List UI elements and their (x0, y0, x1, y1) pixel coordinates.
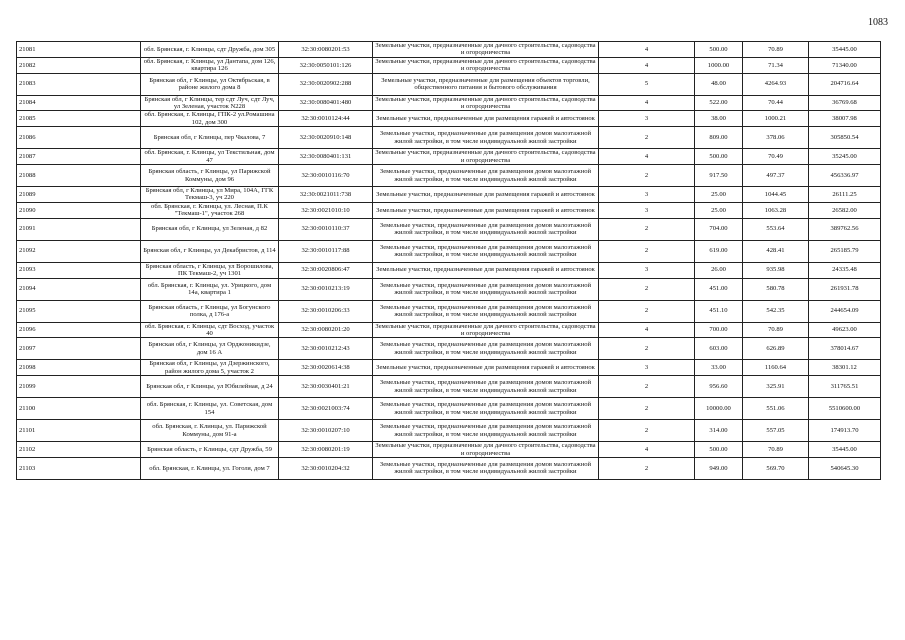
specific-value-cell: 626.89 (743, 338, 809, 360)
cadastral-number-cell: 32:30:0010213:19 (279, 278, 373, 300)
cadastral-value-cell: 24335.48 (809, 262, 881, 278)
cadastral-value-cell: 244654.09 (809, 300, 881, 322)
cadastral-value-cell: 174913.70 (809, 420, 881, 442)
address-cell: обл. Брянская, г. Клинцы, ул Текстильная, дом 47 (141, 149, 279, 165)
use-group-cell: 3 (599, 262, 695, 278)
cadastral-number-cell: 32:30:0021003:74 (279, 398, 373, 420)
row-number: 21100 (17, 398, 141, 420)
table-row (17, 187, 881, 203)
land-use-cell: Земельные участки, предназначенные для размещения домов малоэтажной жилой застройки, в том числе индивидуальной жилой застройки (373, 300, 599, 322)
address-cell: обл. Брянская, г. Клинцы, ГПК-2 ул.Ромашина 102, дом 300 (141, 111, 279, 127)
table-row (17, 218, 881, 240)
cadastral-value-cell: 26582.00 (809, 202, 881, 218)
table-body (17, 42, 881, 480)
land-use-cell: Земельные участки, предназначенные для размещения домов малоэтажной жилой застройки, в том числе индивидуальной жилой застройки (373, 420, 599, 442)
land-use-cell: Земельные участки, предназначенные для размещения домов малоэтажной жилой застройки, в том числе индивидуальной жилой застройки (373, 218, 599, 240)
table-row (17, 111, 881, 127)
use-group-cell: 2 (599, 127, 695, 149)
table-row (17, 457, 881, 479)
land-use-cell: Земельные участки, предназначенные для размещения объектов торговли, общественного питания и бытового обслуживания (373, 73, 599, 95)
land-use-cell: Земельные участки, предназначенные для размещения домов малоэтажной жилой застройки, в том числе индивидуальной жилой застройки (373, 165, 599, 187)
cadastral-value-cell: 389762.56 (809, 218, 881, 240)
use-group-cell: 2 (599, 165, 695, 187)
area-cell: 603.00 (695, 338, 743, 360)
cadastral-number-cell: 32:30:0020910:148 (279, 127, 373, 149)
area-cell: 451.10 (695, 300, 743, 322)
row-number: 21087 (17, 149, 141, 165)
table-row (17, 442, 881, 458)
table-row (17, 262, 881, 278)
specific-value-cell: 378.06 (743, 127, 809, 149)
address-cell: Брянская обл, г Клинцы, пер Чкалова, 7 (141, 127, 279, 149)
table-row (17, 95, 881, 111)
cadastral-number-cell: 32:30:0010110:37 (279, 218, 373, 240)
cadastral-number-cell: 32:30:0021011:738 (279, 187, 373, 203)
land-use-cell: Земельные участки, предназначенные для размещения домов малоэтажной жилой застройки, в том числе индивидуальной жилой застройки (373, 240, 599, 262)
use-group-cell: 5 (599, 73, 695, 95)
row-number: 21096 (17, 322, 141, 338)
address-cell: обл. Брянская, г. Клинцы, ул. Гоголя, дом 7 (141, 457, 279, 479)
land-use-cell: Земельные участки, предназначенные для дачного строительства, садоводства и огородничества (373, 57, 599, 73)
cadastral-number-cell: 32:30:0021010:10 (279, 202, 373, 218)
cadastral-number-cell: 32:30:0030401:21 (279, 376, 373, 398)
cadastral-number-cell: 32:30:0010116:70 (279, 165, 373, 187)
specific-value-cell: 1160.64 (743, 360, 809, 376)
area-cell: 25.00 (695, 202, 743, 218)
specific-value-cell: 935.98 (743, 262, 809, 278)
cadastral-value-cell: 378014.67 (809, 338, 881, 360)
row-number: 21089 (17, 187, 141, 203)
address-cell: Брянская обл, г Клинцы, тер сдт Луч, сдт Луч, ул Зеленая, участок N228 (141, 95, 279, 111)
land-use-cell: Земельные участки, предназначенные для дачного строительства, садоводства и огородничества (373, 42, 599, 58)
table-row (17, 278, 881, 300)
table-row (17, 73, 881, 95)
area-cell: 949.00 (695, 457, 743, 479)
land-use-cell: Земельные участки, предназначенные для размещения домов малоэтажной жилой застройки, в том числе индивидуальной жилой застройки (373, 457, 599, 479)
cadastral-number-cell: 32:30:0080201:20 (279, 322, 373, 338)
area-cell: 1000.00 (695, 57, 743, 73)
row-number: 21103 (17, 457, 141, 479)
cadastral-number-cell: 32:30:0080201:53 (279, 42, 373, 58)
specific-value-cell: 325.91 (743, 376, 809, 398)
land-use-cell: Земельные участки, предназначенные для дачного строительства, садоводства и огородничества (373, 95, 599, 111)
cadastral-value-cell: 35245.00 (809, 149, 881, 165)
row-number: 21095 (17, 300, 141, 322)
cadastral-number-cell: 32:30:0010207:10 (279, 420, 373, 442)
land-use-cell: Земельные участки, предназначенные для размещения домов малоэтажной жилой застройки, в том числе индивидуальной жилой застройки (373, 376, 599, 398)
use-group-cell: 2 (599, 300, 695, 322)
area-cell: 10000.00 (695, 398, 743, 420)
address-cell: Брянская область, г Клинцы, ул Парижской Коммуны, дом 96 (141, 165, 279, 187)
address-cell: обл. Брянская, г. Клинцы, ул. Советская, дом 154 (141, 398, 279, 420)
row-number: 21093 (17, 262, 141, 278)
cadastral-number-cell: 32:30:0020614:38 (279, 360, 373, 376)
specific-value-cell: 70.49 (743, 149, 809, 165)
row-number: 21090 (17, 202, 141, 218)
area-cell: 700.00 (695, 322, 743, 338)
row-number: 21084 (17, 95, 141, 111)
address-cell: Брянская область, г Клинцы, ул Ворошилова, ПК Текмаш-2, уч 1301 (141, 262, 279, 278)
area-cell: 500.00 (695, 42, 743, 58)
cadastral-value-cell: 311765.51 (809, 376, 881, 398)
cadastral-value-cell: 265185.79 (809, 240, 881, 262)
use-group-cell: 3 (599, 360, 695, 376)
use-group-cell: 3 (599, 111, 695, 127)
row-number: 21099 (17, 376, 141, 398)
cadastral-value-cell: 5510600.00 (809, 398, 881, 420)
specific-value-cell: 497.37 (743, 165, 809, 187)
use-group-cell: 2 (599, 338, 695, 360)
area-cell: 500.00 (695, 149, 743, 165)
table-row (17, 420, 881, 442)
area-cell: 25.00 (695, 187, 743, 203)
row-number: 21098 (17, 360, 141, 376)
cadastral-number-cell: 32:30:0080401:131 (279, 149, 373, 165)
use-group-cell: 4 (599, 442, 695, 458)
land-use-cell: Земельные участки, предназначенные для размещения гаражей и автостоянок (373, 111, 599, 127)
specific-value-cell: 569.70 (743, 457, 809, 479)
table-row (17, 42, 881, 58)
cadastral-value-cell: 261931.78 (809, 278, 881, 300)
address-cell: Брянская обл, г Клинцы, ул Мира, 104А, ГГК Текмаш-3, уч 220 (141, 187, 279, 203)
table-row (17, 149, 881, 165)
table-row (17, 398, 881, 420)
land-use-cell: Земельные участки, предназначенные для размещения гаражей и автостоянок (373, 360, 599, 376)
use-group-cell: 2 (599, 218, 695, 240)
cadastral-number-cell: 32:30:0010206:33 (279, 300, 373, 322)
cadastral-number-cell: 32:30:0050101:126 (279, 57, 373, 73)
specific-value-cell: 428.41 (743, 240, 809, 262)
use-group-cell: 2 (599, 376, 695, 398)
address-cell: Брянская область, г Клинцы, сдт Дружба, 59 (141, 442, 279, 458)
table-row (17, 322, 881, 338)
row-number: 21085 (17, 111, 141, 127)
address-cell: обл. Брянская, г. Клинцы, ул. Урицкого, дом 14а, квартира 1 (141, 278, 279, 300)
area-cell: 956.60 (695, 376, 743, 398)
use-group-cell: 3 (599, 202, 695, 218)
land-use-cell: Земельные участки, предназначенные для размещения домов малоэтажной жилой застройки, в том числе индивидуальной жилой застройки (373, 278, 599, 300)
specific-value-cell: 70.89 (743, 322, 809, 338)
address-cell: обл. Брянская, г. Клинцы, ул. Парижской Коммуны, дом 91-а (141, 420, 279, 442)
table-row (17, 338, 881, 360)
cadastral-value-cell: 204716.64 (809, 73, 881, 95)
address-cell: обл. Брянская, г. Клинцы, ул Дантапа, дом 126, квартира 126 (141, 57, 279, 73)
cadastral-value-cell: 38007.98 (809, 111, 881, 127)
cadastral-number-cell: 32:30:0020806:47 (279, 262, 373, 278)
row-number: 21086 (17, 127, 141, 149)
specific-value-cell: 4264.93 (743, 73, 809, 95)
cadastral-value-cell: 49623.00 (809, 322, 881, 338)
address-cell: Брянская обл, г Клинцы, ул Декабристов, д 114 (141, 240, 279, 262)
row-number: 21083 (17, 73, 141, 95)
land-use-cell: Земельные участки, предназначенные для размещения домов малоэтажной жилой застройки, в том числе индивидуальной жилой застройки (373, 398, 599, 420)
area-cell: 451.00 (695, 278, 743, 300)
cadastral-number-cell: 32:30:0010117:88 (279, 240, 373, 262)
cadastral-number-cell: 32:30:0020902:288 (279, 73, 373, 95)
row-number: 21094 (17, 278, 141, 300)
cadastral-value-cell: 36769.68 (809, 95, 881, 111)
address-cell: обл. Брянская, г. Клинцы, ул. Лесная, П.К "Текмаш-1", участок 268 (141, 202, 279, 218)
row-number: 21102 (17, 442, 141, 458)
cadastral-value-cell: 540645.30 (809, 457, 881, 479)
area-cell: 522.00 (695, 95, 743, 111)
use-group-cell: 4 (599, 57, 695, 73)
specific-value-cell: 71.34 (743, 57, 809, 73)
address-cell: Брянская обл, г Клинцы, ул Октябрьская, в районе жилого дома 8 (141, 73, 279, 95)
address-cell: Брянская обл, г Клинцы, ул Юбилейная, д 24 (141, 376, 279, 398)
row-number: 21081 (17, 42, 141, 58)
area-cell: 26.00 (695, 262, 743, 278)
specific-value-cell: 557.05 (743, 420, 809, 442)
cadastral-value-cell: 456336.97 (809, 165, 881, 187)
land-use-cell: Земельные участки, предназначенные для размещения гаражей и автостоянок (373, 202, 599, 218)
use-group-cell: 4 (599, 42, 695, 58)
table-row (17, 300, 881, 322)
area-cell: 917.50 (695, 165, 743, 187)
specific-value-cell: 70.89 (743, 442, 809, 458)
address-cell: Брянская обл, г Клинцы, ул Орджоникидзе, дом 16 А (141, 338, 279, 360)
address-cell: Брянская область, г Клинцы, ул Богунского полка, д 176-а (141, 300, 279, 322)
land-use-cell: Земельные участки, предназначенные для размещения гаражей и автостоянок (373, 262, 599, 278)
row-number: 21101 (17, 420, 141, 442)
row-number: 21082 (17, 57, 141, 73)
specific-value-cell: 553.64 (743, 218, 809, 240)
use-group-cell: 3 (599, 187, 695, 203)
cadastral-value-cell: 38301.12 (809, 360, 881, 376)
specific-value-cell: 551.06 (743, 398, 809, 420)
specific-value-cell: 1000.21 (743, 111, 809, 127)
area-cell: 809.00 (695, 127, 743, 149)
specific-value-cell: 1063.28 (743, 202, 809, 218)
use-group-cell: 4 (599, 95, 695, 111)
address-cell: обл. Брянская, г. Клинцы, сдт Дружба, дом 305 (141, 42, 279, 58)
cadastral-value-cell: 305850.54 (809, 127, 881, 149)
land-use-cell: Земельные участки, предназначенные для размещения домов малоэтажной жилой застройки, в том числе индивидуальной жилой застройки (373, 127, 599, 149)
area-cell: 48.00 (695, 73, 743, 95)
specific-value-cell: 1044.45 (743, 187, 809, 203)
area-cell: 38.00 (695, 111, 743, 127)
address-cell: Брянская обл, г Клинцы, ул Зеленая, д 82 (141, 218, 279, 240)
cadastral-number-cell: 32:30:0080401:480 (279, 95, 373, 111)
page-number: 1083 (868, 17, 888, 28)
area-cell: 619.00 (695, 240, 743, 262)
cadastral-number-cell: 32:30:0010124:44 (279, 111, 373, 127)
use-group-cell: 2 (599, 398, 695, 420)
cadastral-number-cell: 32:30:0010204:32 (279, 457, 373, 479)
table-row (17, 240, 881, 262)
use-group-cell: 2 (599, 457, 695, 479)
use-group-cell: 2 (599, 278, 695, 300)
table-row (17, 165, 881, 187)
area-cell: 314.00 (695, 420, 743, 442)
land-use-cell: Земельные участки, предназначенные для дачного строительства, садоводства и огородничества (373, 149, 599, 165)
area-cell: 33.00 (695, 360, 743, 376)
address-cell: Брянская обл, г Клинцы, ул Дзержинского, район жилого дома 5, участок 2 (141, 360, 279, 376)
land-use-cell: Земельные участки, предназначенные для дачного строительства, садоводства и огородничества (373, 442, 599, 458)
use-group-cell: 2 (599, 240, 695, 262)
cadastral-number-cell: 32:30:0080201:19 (279, 442, 373, 458)
use-group-cell: 4 (599, 149, 695, 165)
table-row (17, 360, 881, 376)
specific-value-cell: 580.78 (743, 278, 809, 300)
row-number: 21092 (17, 240, 141, 262)
specific-value-cell: 70.44 (743, 95, 809, 111)
area-cell: 500.00 (695, 442, 743, 458)
row-number: 21091 (17, 218, 141, 240)
use-group-cell: 2 (599, 420, 695, 442)
row-number: 21097 (17, 338, 141, 360)
land-registry-table (16, 41, 881, 480)
cadastral-value-cell: 35445.00 (809, 42, 881, 58)
table-row (17, 376, 881, 398)
address-cell: обл. Брянская, г. Клинцы, сдт Восход, участок 40 (141, 322, 279, 338)
specific-value-cell: 542.35 (743, 300, 809, 322)
table-row (17, 57, 881, 73)
cadastral-value-cell: 71340.00 (809, 57, 881, 73)
land-use-cell: Земельные участки, предназначенные для размещения гаражей и автостоянок (373, 187, 599, 203)
table-row (17, 127, 881, 149)
row-number: 21088 (17, 165, 141, 187)
area-cell: 704.00 (695, 218, 743, 240)
land-use-cell: Земельные участки, предназначенные для дачного строительства, садоводства и огородничества (373, 322, 599, 338)
cadastral-number-cell: 32:30:0010212:43 (279, 338, 373, 360)
specific-value-cell: 70.89 (743, 42, 809, 58)
cadastral-value-cell: 26111.25 (809, 187, 881, 203)
cadastral-value-cell: 35445.00 (809, 442, 881, 458)
use-group-cell: 4 (599, 322, 695, 338)
land-use-cell: Земельные участки, предназначенные для размещения домов малоэтажной жилой застройки, в том числе индивидуальной жилой застройки (373, 338, 599, 360)
table-row (17, 202, 881, 218)
